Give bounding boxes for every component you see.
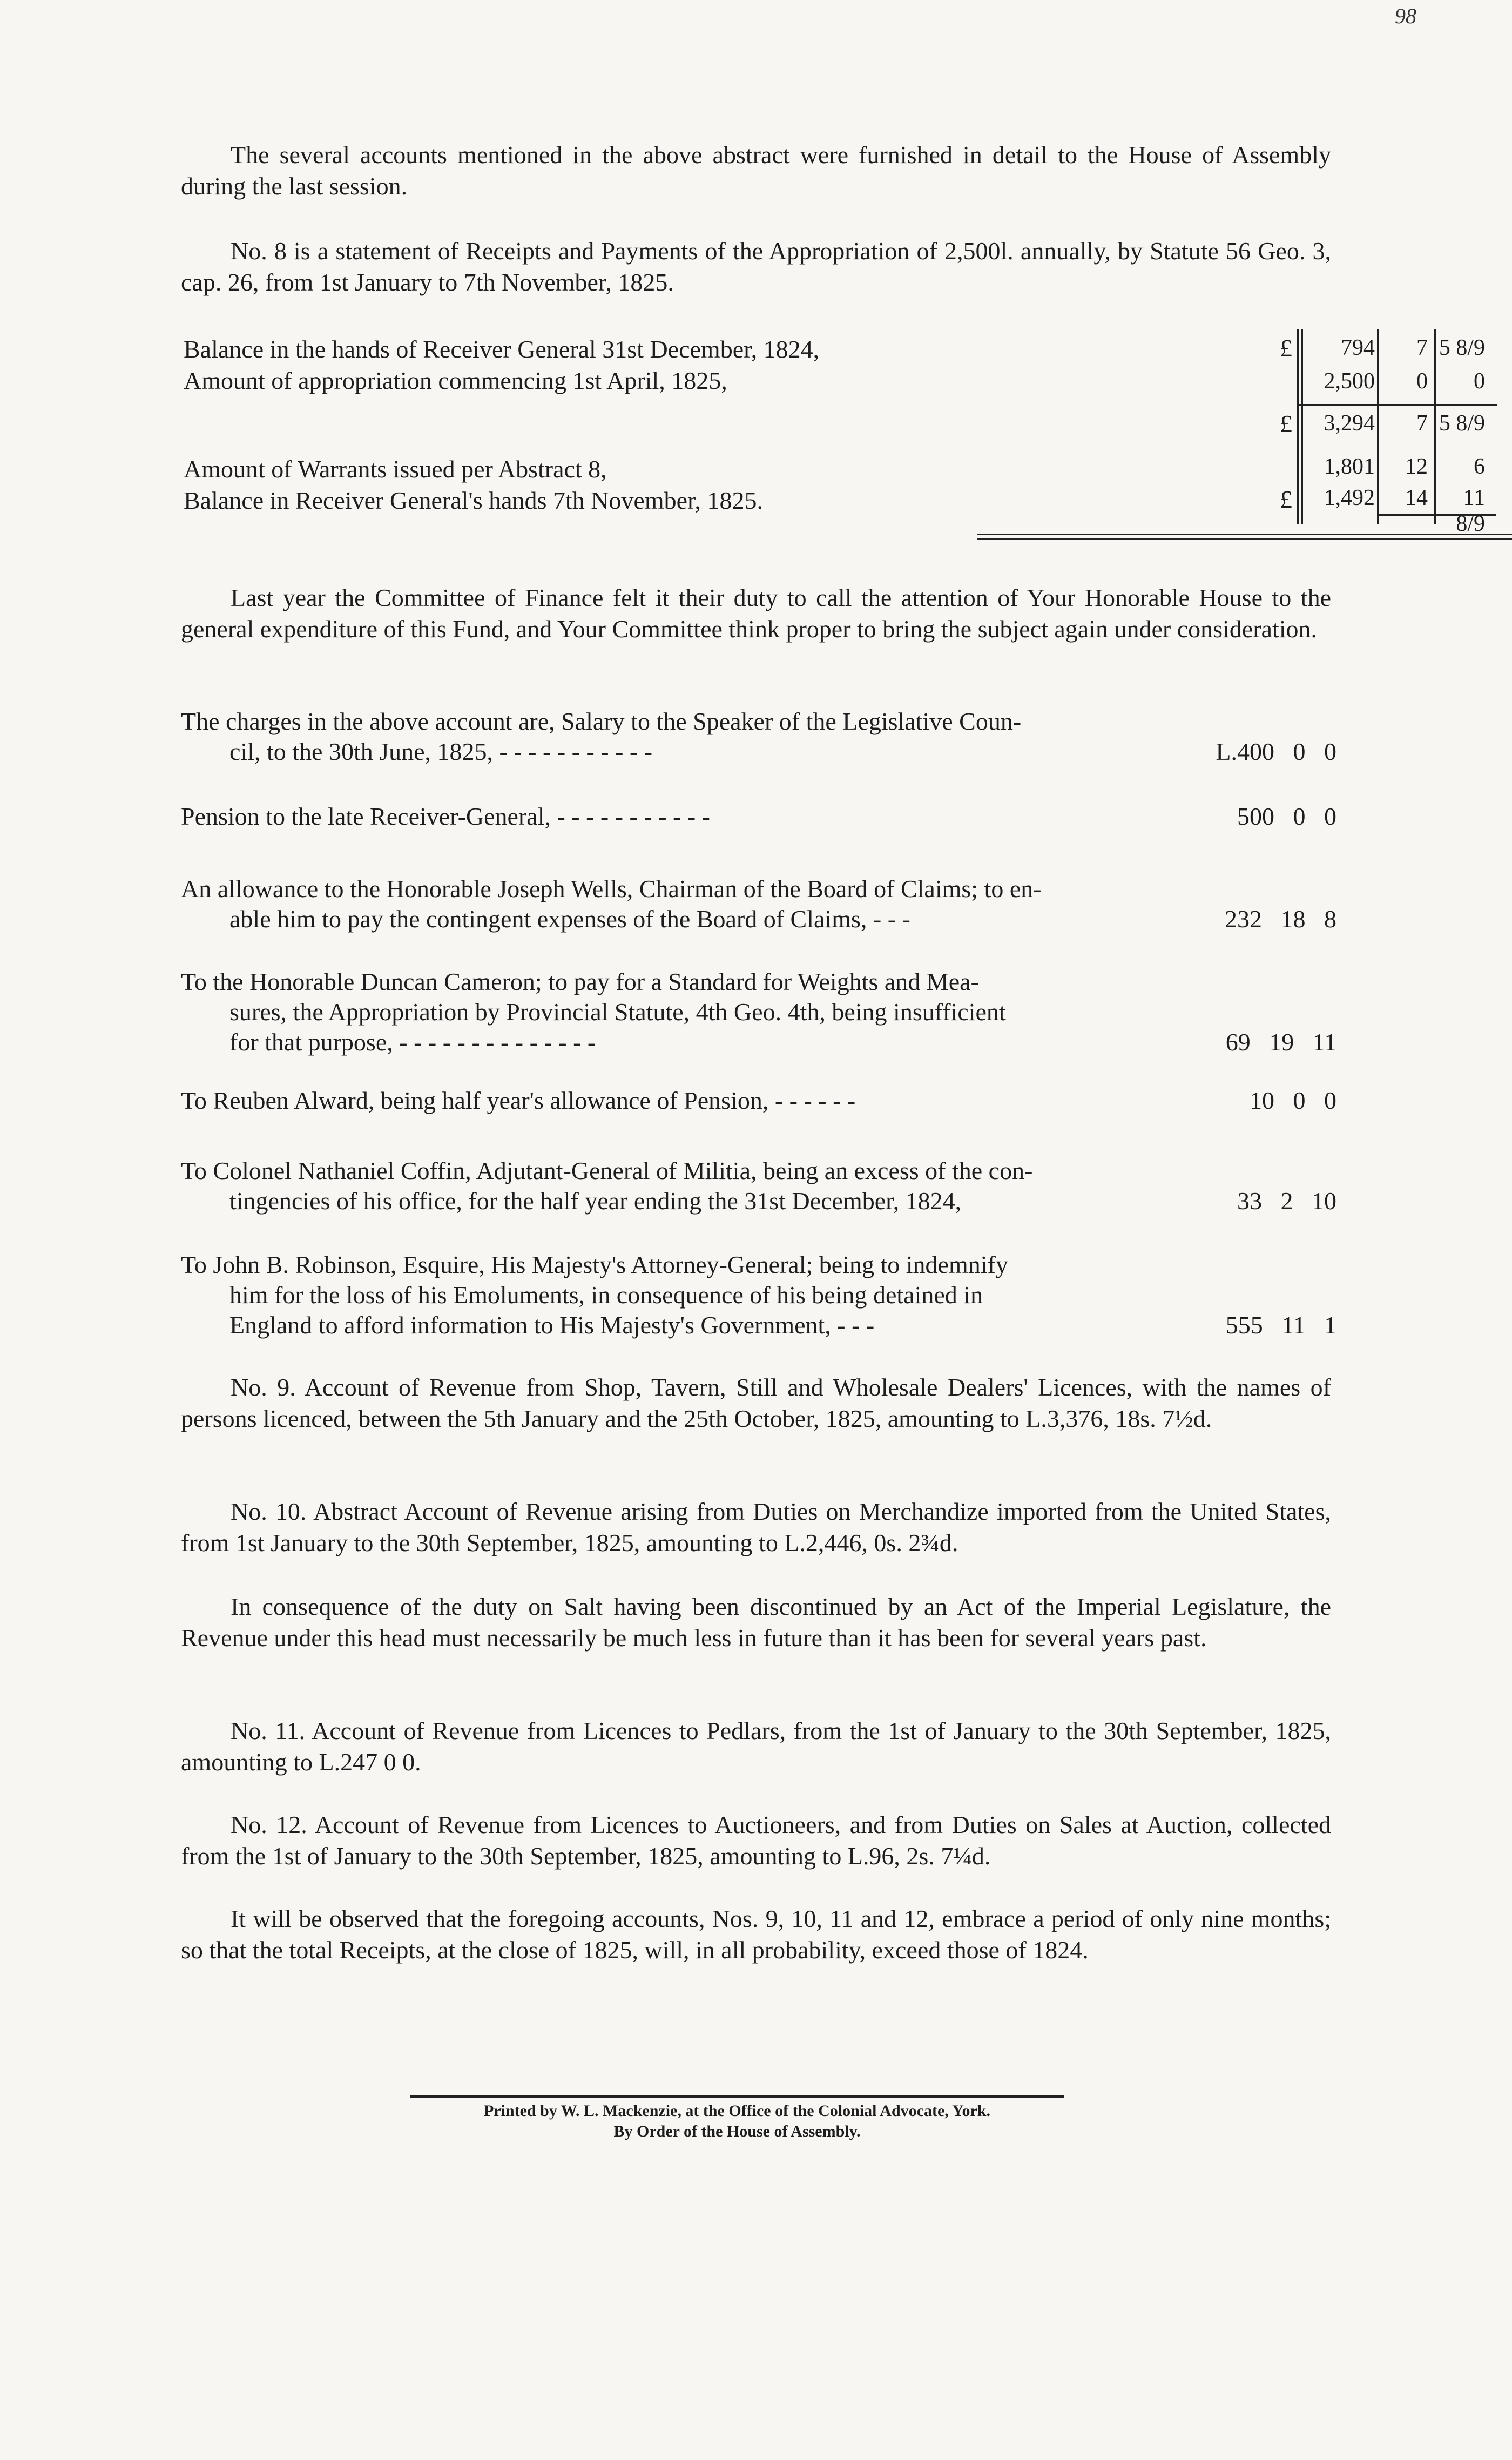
printer-imprint — [410, 2095, 1064, 2142]
amount-pounds: 1,492 — [1324, 486, 1375, 510]
amount-pence: 11 8/9 — [1456, 486, 1485, 536]
charge-text: England to afford information to His Majesty's Government, - - - — [230, 1311, 875, 1339]
imprint-rule — [410, 2095, 1064, 2098]
pound-sign: £ — [1280, 410, 1292, 437]
charge-text: tingencies of his office, for the half year ending the 31st December, 1824, — [230, 1187, 962, 1215]
charge-amount: L.400 0 0 — [1216, 738, 1336, 765]
charge-amount: 10 0 0 — [1250, 1087, 1336, 1114]
balance-row-label: Amount of appropriation commencing 1st April, 1825, — [184, 367, 727, 394]
charge-text: The charges in the above account are, Salary to the Speaker of the Legislative Coun- — [181, 707, 1022, 735]
charge-item — [181, 801, 1336, 832]
amount-pence: 0 — [1474, 369, 1485, 394]
charge-text: To the Honorable Duncan Cameron; to pay for a Standard for Weights and Mea- — [181, 968, 979, 995]
charge-item — [181, 874, 1336, 934]
imprint-line: By Order of the House of Assembly. — [613, 2122, 861, 2140]
amount-pounds: 3,294 — [1324, 411, 1375, 436]
charge-item — [181, 1086, 1336, 1116]
amount-pounds: 2,500 — [1324, 369, 1375, 394]
amount-pounds: 794 — [1341, 335, 1375, 360]
amount-shillings: 14 — [1405, 486, 1428, 510]
charge-text: To Reuben Alward, being half year's allowance of Pension, - - - - - - — [181, 1087, 856, 1114]
balance-table — [184, 324, 1485, 551]
amount-pounds: 1,801 — [1324, 454, 1375, 479]
charge-text: An allowance to the Honorable Joseph Wells, Chairman of the Board of Claims; to en- — [181, 875, 1042, 902]
charge-item — [181, 706, 1336, 767]
amount-shillings: 12 — [1405, 454, 1428, 479]
amount-shillings: 0 — [1416, 369, 1428, 394]
charge-text: Pension to the late Receiver-General, - - - - - - - - - - - — [181, 803, 710, 830]
table-rule — [977, 534, 1512, 535]
charge-text: sures, the Appropriation by Provincial Statute, 4th Geo. 4th, being insufficient — [230, 998, 1006, 1026]
pound-sign: £ — [1280, 486, 1292, 513]
no10-paragraph: No. 10. Abstract Account of Revenue arising from Duties on Merchandize imported from the United States, from 1st January to the 30th September, 1825, amounting to L.2,446, 0s. 2¾d. — [181, 1498, 1331, 1556]
charge-item — [181, 967, 1336, 1057]
table-rule — [1377, 329, 1379, 524]
no9-paragraph: No. 9. Account of Revenue from Shop, Tavern, Still and Wholesale Dealers' Licences, with the names of persons licenced, between the 5th January and the 25th October, 1825, amounting to L.3,376, 18s. 7½d. — [181, 1373, 1331, 1432]
charge-text: cil, to the 30th June, 1825, - - - - - - - - - - - — [230, 738, 653, 765]
amount-shillings: 7 — [1416, 335, 1428, 360]
salt-paragraph: In consequence of the duty on Salt having been discontinued by an Act of the Imperial Legislature, the Revenue under this head must necessarily be much less in future than it has been for several years past. — [181, 1593, 1331, 1652]
page-number: 98 — [1395, 4, 1416, 28]
no11-paragraph: No. 11. Account of Revenue from Licences to Pedlars, from the 1st of January to the 30th September, 1825, amounting to L.247 0 0. — [181, 1717, 1331, 1776]
balance-row-label: Balance in the hands of Receiver General 31st December, 1824, — [184, 335, 820, 363]
table-rule — [977, 538, 1512, 540]
no8-paragraph: No. 8 is a statement of Receipts and Payments of the Appropriation of 2,500l. annually, by Statute 56 Geo. 3, cap. 26, from 1st January to 7th November, 1825. — [181, 237, 1331, 296]
charge-item — [181, 1156, 1336, 1216]
charge-text: able him to pay the contingent expenses of the Board of Claims, - - - — [230, 905, 910, 933]
table-rule — [1301, 329, 1303, 524]
balance-row-label: Balance in Receiver General's hands 7th November, 1825. — [184, 487, 764, 514]
no12-paragraph: No. 12. Account of Revenue from Licences to Auctioneers, and from Duties on Sales at Auction, collected from the 1st of January to the 30th September, 1825, amounting to L.96, 2s. 7¼d. — [181, 1811, 1331, 1870]
imprint-line: Printed by W. L. Mackenzie, at the Office of the Colonial Advocate, York. — [484, 2102, 990, 2120]
amount-pence: 5 8/9 — [1439, 411, 1485, 436]
pound-sign: £ — [1280, 334, 1292, 362]
amount-pence: 6 — [1474, 454, 1485, 479]
charge-text: for that purpose, - - - - - - - - - - - - - - — [230, 1028, 596, 1056]
amount-shillings: 7 — [1416, 411, 1428, 436]
charge-amount: 500 0 0 — [1237, 803, 1336, 830]
table-rule — [1297, 329, 1299, 524]
balance-row-label: Amount of Warrants issued per Abstract 8, — [184, 455, 607, 483]
charge-amount: 232 18 8 — [1225, 905, 1336, 933]
charge-amount: 555 11 1 — [1225, 1311, 1336, 1339]
charge-text: To Colonel Nathaniel Coffin, Adjutant-General of Militia, being an excess of the con- — [181, 1157, 1033, 1184]
closing-paragraph: It will be observed that the foregoing accounts, Nos. 9, 10, 11 and 12, embrace a period of only nine months; so that the total Receipts, at the close of 1825, will, in all probability, exceed those of 1824. — [181, 1905, 1331, 1964]
committee-paragraph: Last year the Committee of Finance felt it their duty to call the attention of Your Honorable House to the general expenditure of this Fund, and Your Committee think proper to bring the subject again under consideration. — [181, 584, 1331, 643]
charge-amount: 33 2 10 — [1237, 1187, 1336, 1215]
amount-pence: 5 8/9 — [1439, 335, 1485, 360]
charge-text: To John B. Robinson, Esquire, His Majesty's Attorney-General; being to indemnify — [181, 1251, 1008, 1278]
intro-paragraph: The several accounts mentioned in the above abstract were furnished in detail to the House of Assembly during the last session. — [181, 141, 1331, 200]
charge-amount: 69 19 11 — [1225, 1028, 1336, 1056]
charge-item — [181, 1250, 1336, 1340]
table-rule — [1297, 404, 1497, 406]
table-rule — [1434, 329, 1436, 524]
charge-text: him for the loss of his Emoluments, in consequence of his being detained in — [230, 1281, 983, 1309]
